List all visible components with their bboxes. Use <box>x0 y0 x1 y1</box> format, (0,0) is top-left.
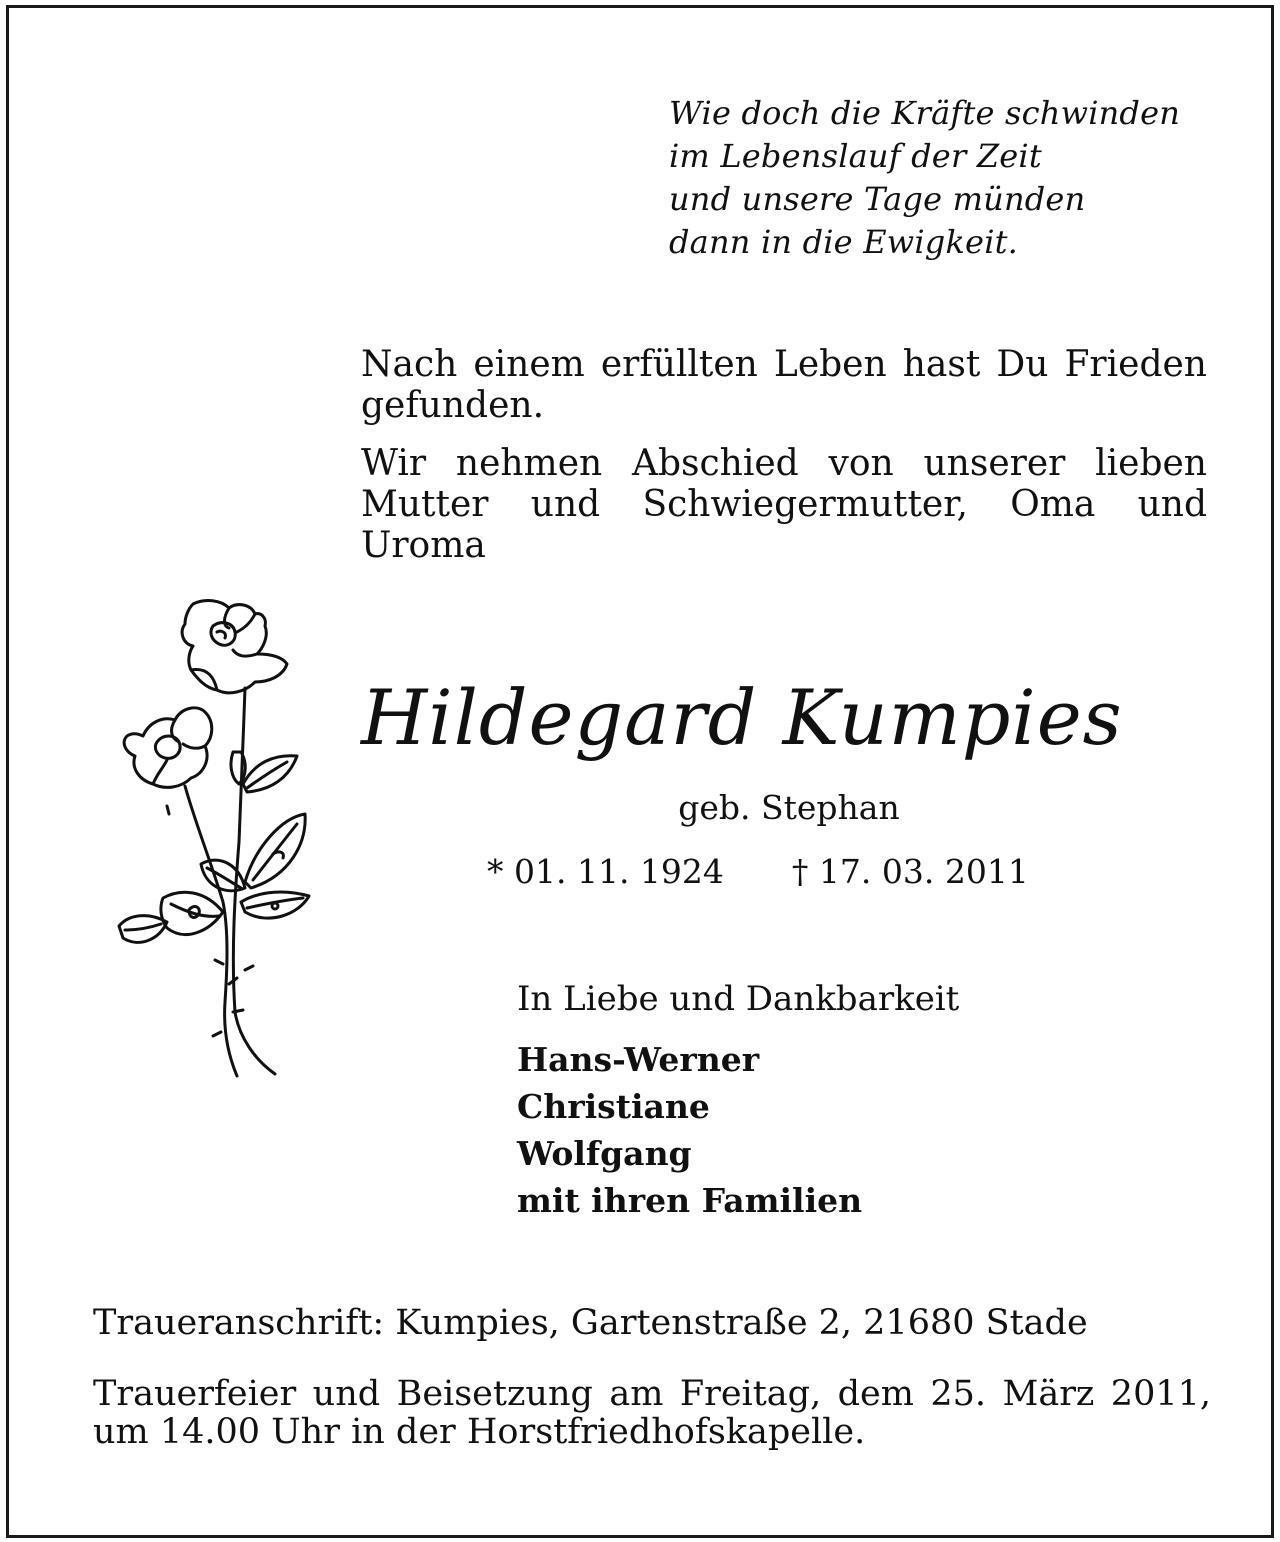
rose-drawing-icon <box>105 592 325 1082</box>
poem-line: im Lebenslauf der Zeit <box>669 137 1042 175</box>
funeral-info <box>93 1375 1211 1451</box>
mourner-families: mit ihren Familien <box>517 1181 863 1220</box>
mourning-address: Traueranschrift: Kumpies, Gartenstraße 2, 21680 Stade <box>93 1303 1088 1343</box>
mourner-name: Hans-Werner <box>517 1040 760 1079</box>
intro-text <box>361 344 1207 583</box>
life-dates <box>487 850 1029 894</box>
mourner-names <box>517 1036 862 1224</box>
funeral-text: Trauerfeier und Beisetzung am Freitag, dem 25. März 2011, um 14.00 Uhr in der Horstfriedhofskapelle. <box>93 1374 1211 1452</box>
mourner-name: Christiane <box>517 1087 710 1126</box>
poem <box>669 92 1229 264</box>
birth-date: * 01. 11. 1924 <box>487 852 724 891</box>
intro-paragraph-peace: Nach einem erfüllten Leben hast Du Frieden gefunden. <box>361 344 1207 426</box>
maiden-name: geb. Stephan <box>678 788 900 827</box>
intro-paragraph-farewell: Wir nehmen Abschied von unserer lieben Mutter und Schwiegermutter, Oma und Uroma <box>361 443 1207 566</box>
poem-line: dann in die Ewigkeit. <box>669 223 1019 261</box>
deceased-name: Hildegard Kumpies <box>361 673 1123 762</box>
death-date: † 17. 03. 2011 <box>791 852 1029 891</box>
obituary-frame <box>6 5 1274 1538</box>
thanks-line: In Liebe und Dankbarkeit <box>517 979 960 1019</box>
mourner-name: Wolfgang <box>517 1134 692 1173</box>
poem-line: und unsere Tage münden <box>669 180 1086 218</box>
poem-line: Wie doch die Kräfte schwinden <box>669 94 1181 132</box>
